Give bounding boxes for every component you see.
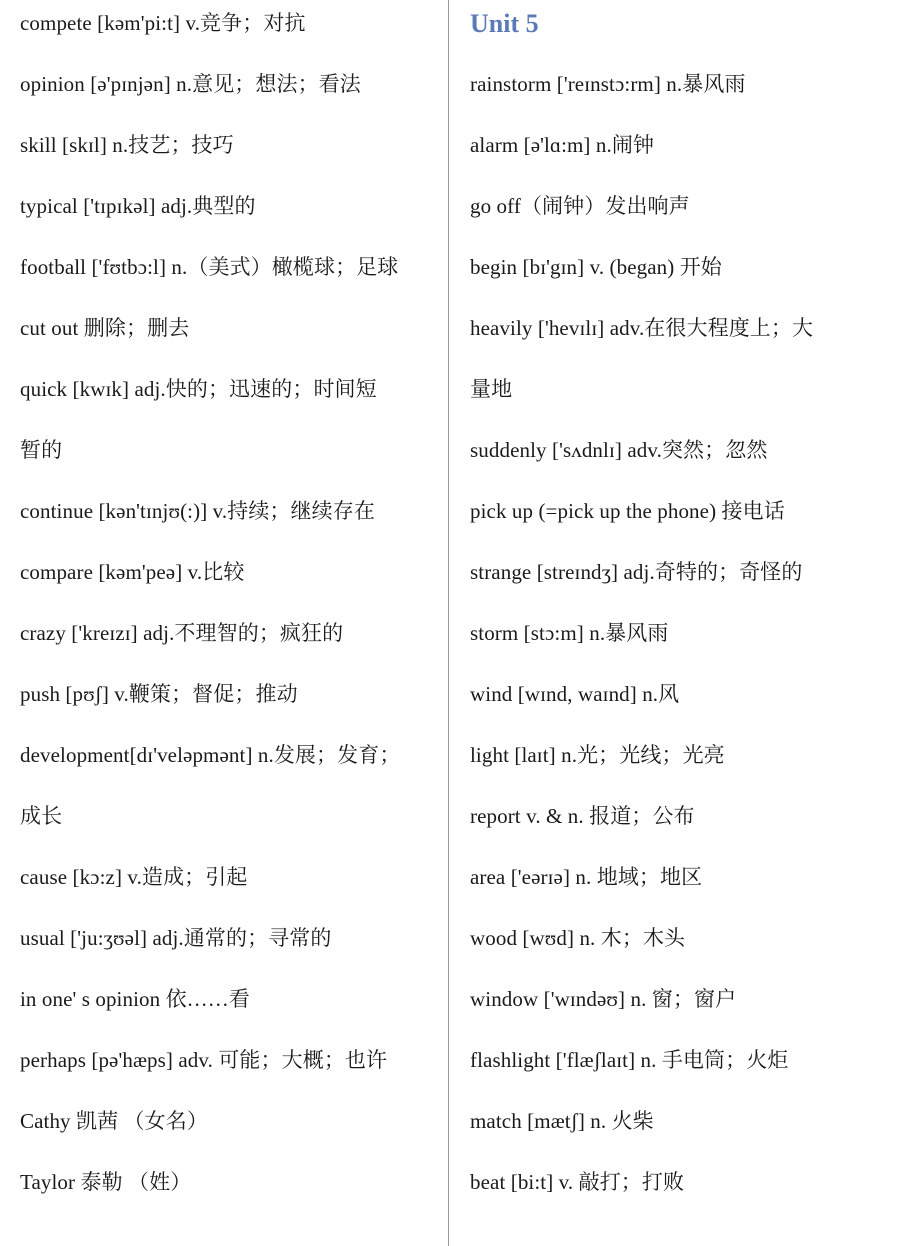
vocab-line: match [mætʃ] n. 火柴 xyxy=(470,1109,654,1133)
vocab-line: strange [streɪndʒ] adj.奇特的；奇怪的 xyxy=(470,560,803,584)
vocab-line: Taylor 泰勒 （姓） xyxy=(20,1170,192,1194)
vocab-line: 暂的 xyxy=(20,438,63,462)
vocab-line: push [pʊʃ] v.鞭策；督促；推动 xyxy=(20,682,298,706)
vocab-line: perhaps [pə'hæps] adv. 可能；大概；也许 xyxy=(20,1048,388,1072)
vocab-line: crazy ['kreɪzɪ] adj.不理智的；疯狂的 xyxy=(20,621,344,645)
vocab-line: suddenly ['sʌdnlɪ] adv.突然；忽然 xyxy=(470,438,768,462)
vocab-line: 量地 xyxy=(470,377,513,401)
vocab-line: report v. & n. 报道；公布 xyxy=(470,804,695,828)
vocab-line: compete [kəm'pi:t] v.竞争；对抗 xyxy=(20,11,306,35)
vocab-line: development[dɪ'veləpmənt] n.发展；发育； xyxy=(20,743,401,767)
unit-title: Unit 5 xyxy=(470,9,539,38)
vocab-line: cause [kɔ:z] v.造成；引起 xyxy=(20,865,248,889)
vocab-line: go off（闹钟）发出响声 xyxy=(470,194,690,218)
vocab-line: alarm [ə'lɑ:m] n.闹钟 xyxy=(470,133,655,157)
vocab-line: wind [wɪnd, waɪnd] n.风 xyxy=(470,682,680,706)
vocab-line: light [laɪt] n.光；光线；光亮 xyxy=(470,743,725,767)
vocab-line: window ['wɪndəʊ] n. 窗；窗户 xyxy=(470,987,737,1011)
vocab-line: area ['eərɪə] n. 地域；地区 xyxy=(470,865,703,889)
right-vocabulary-column xyxy=(470,0,890,1246)
vocab-line: compare [kəm'peə] v.比较 xyxy=(20,560,245,584)
vocab-line: continue [kən'tɪnjʊ(:)] v.持续；继续存在 xyxy=(20,499,375,523)
vocab-line: typical ['tɪpɪkəl] adj.典型的 xyxy=(20,194,256,218)
column-divider xyxy=(448,0,449,1246)
vocab-line: beat [bi:t] v. 敲打；打败 xyxy=(470,1170,685,1194)
vocab-line: cut out 删除；删去 xyxy=(20,316,190,340)
vocab-line: begin [bɪ'gɪn] v. (began) 开始 xyxy=(470,255,722,279)
vocab-line: wood [wʊd] n. 木；木头 xyxy=(470,926,686,950)
vocab-line: usual ['ju:ʒʊəl] adj.通常的；寻常的 xyxy=(20,926,332,950)
vocab-line: skill [skɪl] n.技艺；技巧 xyxy=(20,133,234,157)
left-vocabulary-column xyxy=(20,0,440,1246)
vocab-line: football ['fʊtbɔ:l] n.（美式）橄榄球；足球 xyxy=(20,255,399,279)
vocab-line: heavily ['hevɪlɪ] adv.在很大程度上；大 xyxy=(470,316,814,340)
vocab-line: quick [kwɪk] adj.快的；迅速的；时间短 xyxy=(20,377,377,401)
vocab-line: Cathy 凯茜 （女名） xyxy=(20,1109,208,1133)
vocab-line: opinion [ə'pɪnjən] n.意见；想法；看法 xyxy=(20,72,361,96)
vocab-line: rainstorm ['reɪnstɔ:rm] n.暴风雨 xyxy=(470,72,746,96)
vocab-line: in one' s opinion 依……看 xyxy=(20,987,250,1011)
vocab-line: 成长 xyxy=(20,804,63,828)
vocab-line: pick up (=pick up the phone) 接电话 xyxy=(470,499,785,523)
vocab-line: storm [stɔ:m] n.暴风雨 xyxy=(470,621,669,645)
vocab-line: flashlight ['flæʃlaɪt] n. 手电筒；火炬 xyxy=(470,1048,789,1072)
